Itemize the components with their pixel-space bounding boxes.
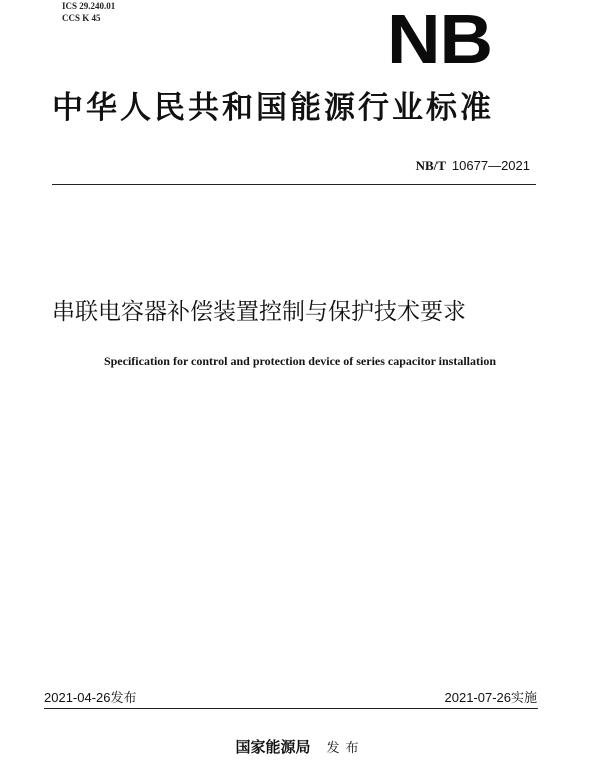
publisher-line bbox=[0, 737, 600, 759]
standard-number bbox=[416, 158, 530, 174]
document-title-chinese: 串联电容器补偿装置控制与保护技术要求 bbox=[52, 299, 466, 325]
publish-action: 发布 bbox=[326, 741, 365, 756]
footer-divider bbox=[44, 708, 538, 709]
classification-codes bbox=[62, 0, 115, 24]
publisher-name: 国家能源局 bbox=[235, 738, 311, 756]
ics-code: ICS 29.240.01 bbox=[62, 1, 116, 11]
ccs-code: CCS K 45 bbox=[62, 13, 101, 23]
document-title-english: Specification for control and protection device of series capacitor installation bbox=[103, 354, 497, 368]
nb-logo: NB bbox=[387, 0, 493, 78]
issue-date: 2021-04-26发布 bbox=[44, 690, 137, 705]
industry-standard-title: 中华人民共和国能源行业标准 bbox=[52, 90, 494, 126]
implementation-date: 2021-07-26实施 bbox=[444, 690, 537, 705]
standard-prefix: NB/T bbox=[415, 158, 446, 173]
header-divider bbox=[52, 184, 536, 185]
standard-code: 10677—2021 bbox=[451, 158, 530, 173]
